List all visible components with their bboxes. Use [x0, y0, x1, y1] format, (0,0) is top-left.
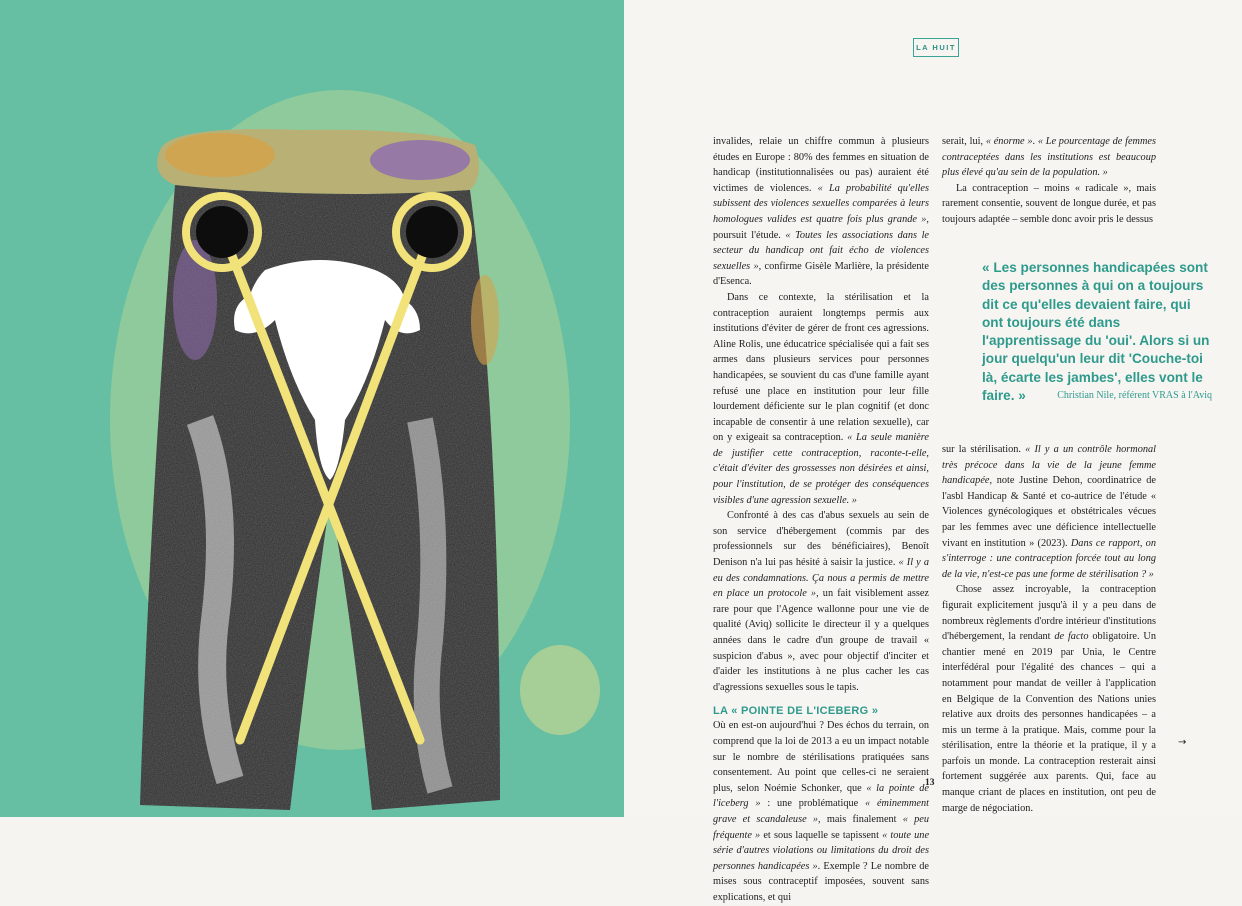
spray-spot [520, 645, 600, 735]
paragraph [713, 718, 929, 905]
quote-run: « la pointe de l'iceberg » [713, 782, 929, 810]
illustration [0, 0, 624, 817]
text-run: sur la stérilisation. [942, 444, 1026, 455]
text-run: Où en est-on aujourd'hui ? Des échos du terrain, on comprend que la loi de 2013 a eu un impact notable sur le nombre de stérilisations pratiquées sans consentement. Au point que celles-ci ne seraient plus, selon Noémie Schonker, que [713, 720, 929, 794]
pull-quote-attribution: Christian Nile, référent VRAS à l'Aviq [1057, 390, 1212, 401]
paragraph [942, 442, 1156, 582]
waistband-purple [370, 140, 470, 180]
text-run: Dans ce contexte, la stérilisation et la contraception auraient longtemps permis aux institutions d'éviter de gérer de front ces agressions. Aline Rolis, une éducatrice spécialisée qui a fait ses armes dans plusieurs services pour personnes handicapées, se souvient du cas d'une famille ayant refusé une place en institution pour leur fille lourdement déficiente sur le plan cognitif (et donc incapable de consentir à une relation sexuelle), car on y exigeait sa contraception. [713, 291, 929, 444]
quote-run: Dans ce rapport, on s'interroge : une contraception forcée tout au long de la vie, n'est-ce pas une forme de stérilisation ? » [942, 537, 1156, 580]
quote-run: « éminemment grave et scandaleuse » [713, 798, 930, 825]
paragraph [713, 508, 929, 695]
quote-run: « La seule manière de justifier cette contraception, raconte-t-elle, c'était d'éviter des grossesses non désirées et ainsi, pour l'institution, de se protéger des conséquences visibles d'une agression sexuelle. » [713, 432, 930, 506]
article-column-2-top [942, 134, 1156, 228]
article-column-2-bottom [942, 442, 1156, 816]
quote-run: « Toutes les associations dans le secteur du handicap ont fait écho de violences sexuelles » [713, 229, 929, 272]
quote-run: « énorme » [985, 136, 1033, 147]
paragraph [713, 290, 929, 508]
text-run: Confronté à des cas d'abus sexuels au sein de son service d'hébergement (commis par des professionnels sur des bénéficiaires), Benoît Denison n'a lui pas hésité à saisir la justice. [713, 510, 929, 569]
text-run: , note Justine Dehon, coordinatrice de l'asbl Handicap & Santé et co-autrice de l'étude « Violences gynécologiques et obstétricales vécues par les femmes avec une déficience intellectuelle vivant en institution » (2023). [942, 475, 1156, 549]
pull-quote: « Les personnes handicapées sont des personnes à qui on a toujours dit ce qu'elles devaient faire, qui ont toujours été dans l'apprentissage du 'oui'. Alors si un jour quelqu'un leur dit 'Couche-toi là, écarte les jambes', elles vont le faire. » [982, 260, 1210, 404]
text-run: . Exemple ? Le nombre de mises sous contraceptif imposées, souvent sans explications, et qui [713, 860, 929, 903]
quote-run: « Le pourcentage de femmes contraceptées dans les institutions est beaucoup plus élevé qu'au sein de la population. » [942, 136, 1156, 179]
text-run: , un fait visiblement assez rare pour que l'Agence wallonne pour une vie de qualité (Aviq) sollicite le directeur il y a quelques années dans le cadre d'un groupe de travail « suspicion d'abus », avec pour objectif d'inciter et d'aider les institutions à ne plus cacher les cas d'agressions sexuelles sous le tapis. [713, 588, 929, 693]
paragraph [713, 134, 929, 290]
leg-highlight-right [420, 420, 440, 790]
quote-run: « toute une série d'autres violations ou limitations du droit des personnes handicapées » [713, 829, 930, 872]
article-column-1 [713, 134, 929, 906]
text-run: invalides, relaie un chiffre commun à plusieurs études en Europe : 80% des femmes en situation de handicap (institutionnalisées ou pas) auraient été victimes de violences. [713, 136, 929, 194]
section-subheading: LA « POINTE DE L'ICEBERG » [713, 705, 879, 718]
text-run: . [1032, 136, 1038, 147]
quote-run: de facto [1054, 631, 1089, 643]
text-run: : une problématique [760, 798, 865, 810]
legs-scissors-uterus-illustration [0, 0, 624, 817]
paragraph [942, 134, 1156, 181]
leg-orange-stroke [471, 275, 499, 365]
continue-arrow-icon: → [1178, 737, 1187, 748]
quote-run: « Il y a eu des condamnations. Ça nous a permis de mettre en place un protocole » [713, 557, 929, 600]
text-run: , poursuit l'étude. [713, 213, 929, 241]
quote-run: « peu fréquente » [713, 813, 930, 841]
leg-highlight-left [200, 420, 230, 780]
text-run: serait, lui, [942, 136, 986, 147]
text-run: , mais finalement [818, 813, 903, 825]
text-run: obligatoire. Un chantier mené en 2019 par Unia, le Centre interfédéral pour l'égalité des chances – qui a notamment pour mandat de veiller à l'application en Belgique de la Convention des Nations unies relative aux droits des personnes handicapées – a mis un terme à la pratique. Mais, comme pour la stérilisation, entre la théorie et la pratique, il y a parfois un monde. La contraception resterait ainsi fortement suggérée aux parents. Qui, face au manque criant de places en institution, ont peu de marge de négociation. [942, 631, 1156, 814]
section-tag: LA HUIT [913, 38, 959, 57]
quote-run: « La probabilité qu'elles subissent des violences sexuelles comparées à leurs homologues valides est quatre fois plus grande » [713, 182, 929, 225]
text-run: , confirme Gisèle Marlière, la présidente d'Esenca. [713, 260, 929, 288]
page-number: 13 [925, 778, 935, 788]
scissor-hole-left [196, 206, 248, 258]
text-run: et sous laquelle se tapissent [760, 829, 883, 841]
quote-run: « Il y a un contrôle hormonal très précoce dans la vie de la jeune femme handicapée [942, 444, 1156, 487]
paragraph: La contraception – moins « radicale », mais rarement consentie, souvent de longue durée, et pas toujours adaptée – semble donc avoir pris le dessus [942, 182, 1156, 225]
waistband-orange [165, 133, 275, 177]
paragraph [942, 582, 1156, 816]
text-run: Chose assez incroyable, la contraception figurait explicitement jusqu'à il y a peu dans de nombreux règlements d'ordre intérieur d'institutions d'hébergement, la rendant [942, 584, 1156, 643]
scissor-hole-right [406, 206, 458, 258]
